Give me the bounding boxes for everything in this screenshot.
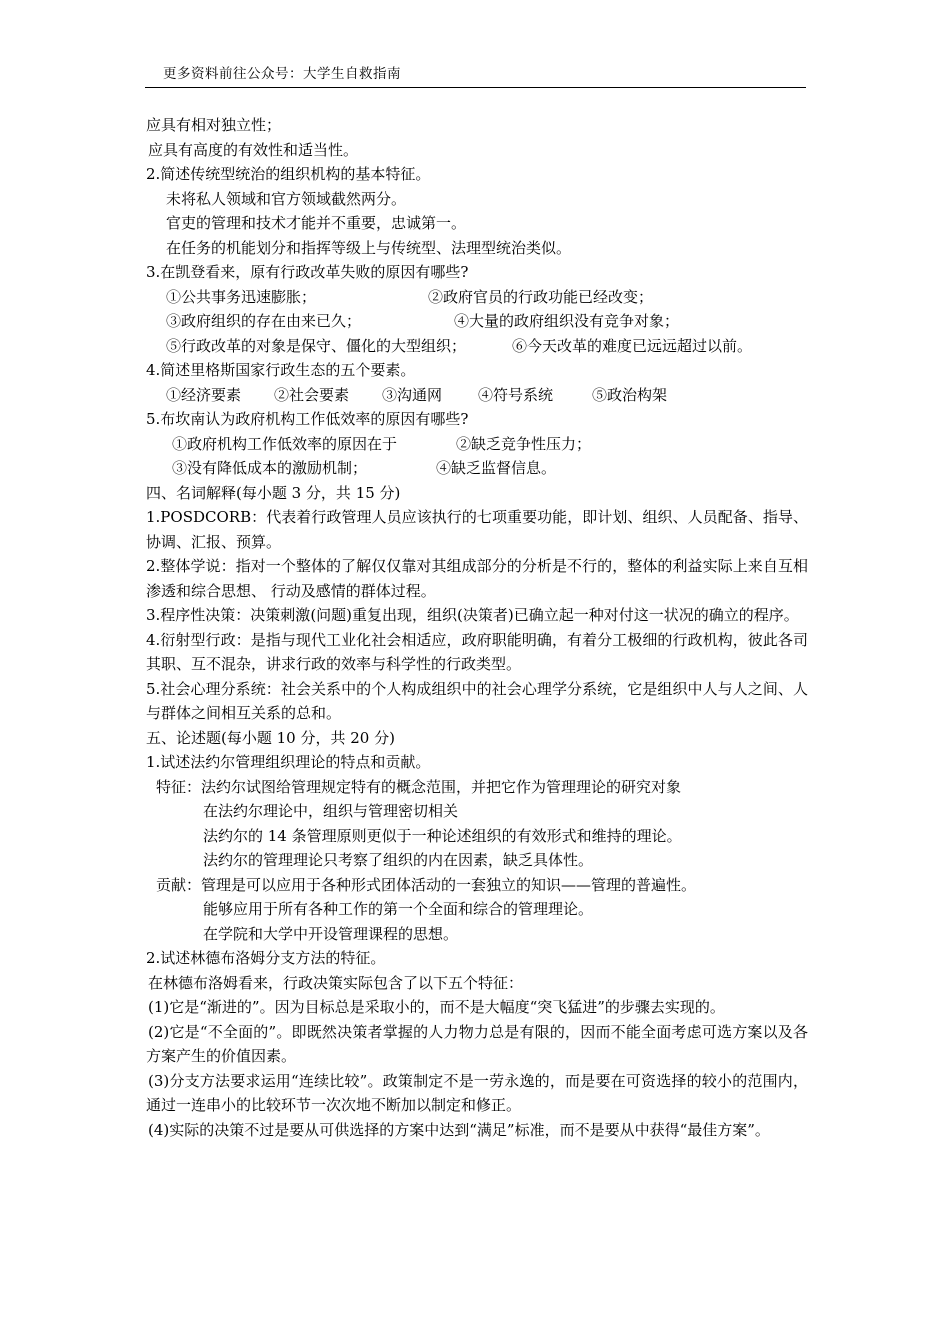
answer-paragraph: (2)它是“不全面的”。即既然决策者掌握的人力物力总是有限的，因而不能全面考虑可选方案以及各方案产生的价值因素。: [146, 1022, 808, 1065]
answer-line: 能够应用于所有各种工作的第一个全面和综合的管理理论。: [203, 900, 594, 918]
answer-line: 在林德布洛姆看来，行政决策实际包含了以下五个特征：: [148, 973, 524, 992]
answer-paragraph: (4)实际的决策不过是要从可供选择的方案中达到“满足”标准，而不是要从中获得“最佳方案”。: [148, 1120, 770, 1139]
answer-paragraph: (3)分支方法要求运用“连续比较”。政策制定不是一劳永逸的，而是要在可资选择的较小的范围内，通过一连串小的比较环节一次次地不断加以制定和修正。: [146, 1071, 808, 1114]
answer-line: 法约尔的 14 条管理原则更似于一种论述组织的有效形式和维持的理论。: [203, 826, 682, 845]
answer-line: 未将私人领域和官方领域截然两分。: [166, 189, 407, 208]
answer-row: [146, 334, 808, 359]
answer-line: 特征：法约尔试图给管理规定特有的概念范围，并把它作为管理理论的研究对象: [156, 777, 682, 796]
question-title: 5.布坎南认为政府机构工作低效率的原因有哪些?: [146, 410, 469, 428]
answer-row: [146, 285, 808, 310]
question-title: 4.简述里格斯国家行政生态的五个要素。: [146, 361, 416, 379]
answer-line: 贡献：管理是可以应用于各种形式团体活动的一套独立的知识——管理的普遍性。: [156, 875, 697, 894]
term-definition: 3.程序性决策：决策刺激(问题)重复出现，组织(决策者)已确立起一种对付这一状况的确立的程序。: [146, 606, 799, 624]
question-title: 2.试述林德布洛姆分支方法的特征。: [146, 949, 386, 967]
question-title: 1.试述法约尔管理组织理论的特点和贡献。: [146, 753, 431, 771]
answer-line: 在法约尔理论中，组织与管理密切相关: [203, 802, 459, 820]
answer-line: 官吏的管理和技术才能并不重要，忠诚第一。: [166, 214, 467, 232]
question-title: 3.在凯登看来，原有行政改革失败的原因有哪些?: [146, 263, 469, 281]
text-line: 应具有相对独立性；: [146, 116, 282, 134]
answer-line: (1)它是“渐进的”。因为目标总是采取小的，而不是大幅度“突飞猛进”的步骤去实现的。: [148, 998, 725, 1016]
answer-item: ①公共事务迅速膨胀；: [166, 287, 317, 306]
term-definition: 2.整体学说：指对一个整体的了解仅仅靠对其组成部分的分析是不行的，整体的利益实际上来自互相渗透和综合思想、 行动及感情的群体过程。: [146, 557, 808, 600]
answer-item: ④缺乏监督信息。: [436, 459, 557, 477]
header-divider: [145, 87, 806, 88]
answer-item: ②社会要素: [274, 385, 350, 404]
answer-row: [146, 456, 808, 481]
answer-item: ③政府组织的存在由来已久；: [166, 312, 362, 330]
term-definition: 4.衍射型行政：是指与现代工业化社会相适应，政府职能明确，有着分工极细的行政机构，彼此各司其职、互不混杂，讲求行政的效率与科学性的行政类型。: [146, 630, 808, 673]
document-body: [146, 113, 808, 1142]
answer-item: ④符号系统: [478, 385, 554, 404]
term-definition: 5.社会心理分系统：社会关系中的个人构成组织中的社会心理学分系统，它是组织中人与人之间、人与群体之间相互关系的总和。: [146, 679, 808, 722]
answer-item: ⑤政治构架: [592, 385, 668, 404]
answer-item: ⑥今天改革的难度已远远超过以前。: [512, 336, 753, 355]
term-definition: 1.POSDCORB：代表着行政管理人员应该执行的七项重要功能，即计划、组织、人员配备、指导、协调、汇报、预算。: [146, 508, 808, 551]
page-header-text: 更多资料前往公众号：大学生自救指南: [163, 66, 401, 82]
answer-line: 在任务的机能划分和指挥等级上与传统型、法理型统治类似。: [166, 238, 572, 257]
section-title: 四、名词解释(每小题 3 分，共 15 分): [146, 483, 401, 502]
question-title: 2.简述传统型统治的组织机构的基本特征。: [146, 165, 431, 183]
answer-line: 法约尔的管理理论只考察了组织的内在因素，缺乏具体性。: [203, 851, 594, 869]
answer-item: ②缺乏竞争性压力；: [456, 434, 592, 453]
answer-item: ③沟通网: [382, 385, 443, 404]
answer-item: ①经济要素: [166, 385, 242, 404]
section-title: 五、论述题(每小题 10 分，共 20 分): [146, 728, 395, 747]
answer-item: ①政府机构工作低效率的原因在于: [172, 434, 398, 453]
answer-item: ②政府官员的行政功能已经改变；: [428, 287, 654, 306]
answer-row: [146, 309, 808, 334]
answer-row: [146, 383, 808, 408]
answer-line: 在学院和大学中开设管理课程的思想。: [203, 924, 459, 943]
answer-item: ⑤行政改革的对象是保守、僵化的大型组织；: [166, 336, 467, 355]
text-line: 应具有高度的有效性和适当性。: [148, 140, 359, 159]
answer-row: [146, 432, 808, 457]
answer-item: ④大量的政府组织没有竞争对象；: [454, 312, 680, 330]
answer-item: ③没有降低成本的激励机制；: [172, 459, 368, 477]
